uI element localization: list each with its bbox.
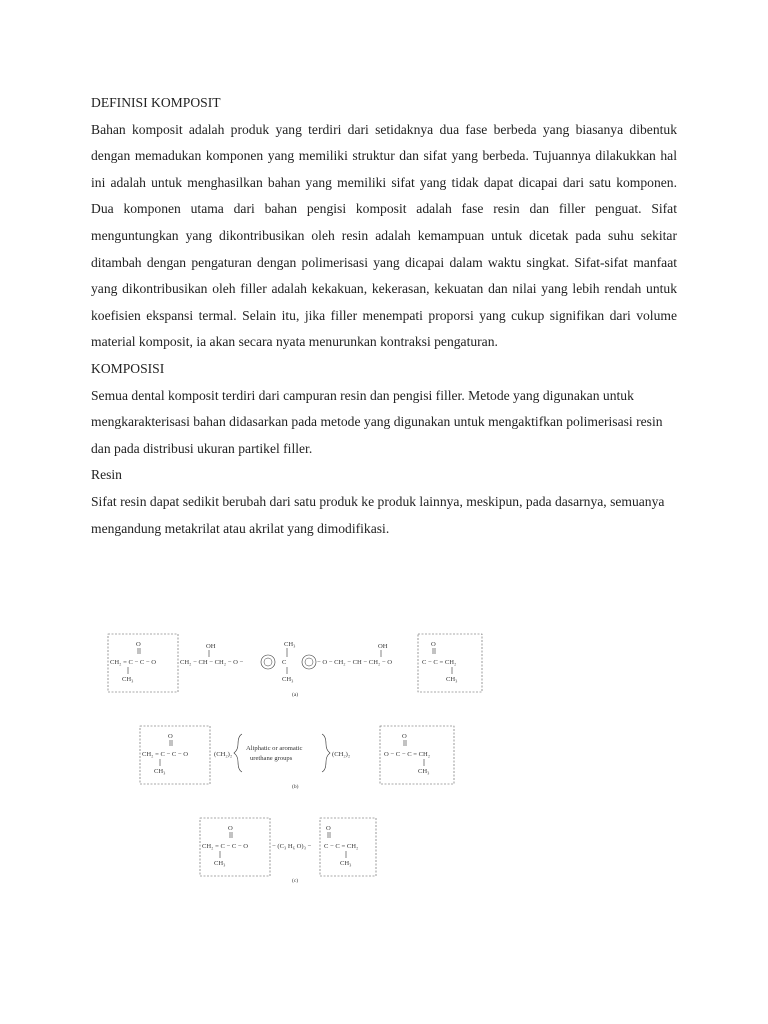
c-ch3-left: CH₃ — [214, 860, 226, 867]
b-middle-line2: urethane groups — [250, 755, 293, 762]
b-brace-right — [322, 734, 330, 772]
a-right-group: C − C = CH₂ — [422, 659, 457, 666]
c-o-top-right: O — [326, 825, 331, 832]
b-spacer-left: (CH₂)₂ — [214, 751, 233, 758]
document-text — [91, 90, 677, 542]
b-middle-line1: Aliphatic or aromatic — [246, 745, 303, 752]
b-right-group: O − C − C = CH₂ — [384, 751, 431, 758]
a-o-top-right: O — [431, 641, 436, 648]
a-o-top-left: O — [136, 641, 141, 648]
a-center-c: C — [282, 659, 287, 666]
c-middle: − (C₃ H₆ O)₃ − — [272, 843, 312, 850]
c-right-group: C − C = CH₂ — [324, 843, 359, 850]
c-o-top-left: O — [228, 825, 233, 832]
a-ch3-bottom: CH₃ — [282, 676, 294, 683]
a-oh-right: OH — [378, 643, 388, 650]
caption-b: (b) — [292, 784, 299, 790]
c-ch3-right: CH₃ — [340, 860, 352, 867]
caption-c: (c) — [292, 878, 299, 884]
a-benzene-right — [302, 655, 316, 669]
paragraph-resin: Sifat resin dapat sedikit berubah dari satu produk ke produk lainnya, meskipun, pada dasarnya, semuanya mengandung metakrilat atau akrilat yang dimodifikasi. — [91, 493, 665, 536]
a-benzene-left — [261, 655, 275, 669]
b-brace-left — [234, 734, 242, 772]
b-o-top-right: O — [402, 733, 407, 740]
b-spacer-right: (CH₂)₂ — [332, 751, 351, 758]
a-ch3-right: CH₃ — [446, 676, 458, 683]
b-ch3-left: CH₃ — [154, 768, 166, 775]
structure-a — [108, 634, 482, 698]
a-chain-left: CH₂ − CH − CH₂ − O − — [180, 659, 244, 666]
a-oh-left: OH — [206, 643, 216, 650]
c-left-group: CH₂ = C − C − O — [202, 843, 249, 850]
paragraph-definisi: Bahan komposit adalah produk yang terdiri dari setidaknya dua fase berbeda yang biasanya dibentuk dengan memadukan komponen yang memiliki struktur dan sifat yang berbeda. Tujuannya dilakukkan hal ini adalah untuk menghasilkan bahan yang memiliki sifat yang tidak dapat dicapai dari satu komponen. Dua komponen utama dari bahan pengisi komposit adalah fase resin dan filler penguat. Sifat menguntungkan yang dikontribusikan oleh resin adalah kemampuan untuk dicetak pada suhu sekitar ditambah dengan pengaturan dengan polimerisasi yang dicapai dalam waktu singkat. Sifat-sifat manfaat yang dikontribusikan oleh filler adalah kekakuan, kekerasan, kekuatan dan nilai yang lebih rendah untuk koefisien ekspansi termal. Selain itu, jika filler menempati proporsi yang cukup signifikan dari volume material komposit, ia akan secara nyata menurunkan kontraksi pengaturan. — [91, 121, 677, 350]
chemical-structures-figure — [96, 626, 496, 886]
structure-c — [200, 818, 376, 884]
heading-definisi-komposit: DEFINISI KOMPOSIT — [91, 95, 221, 110]
chemical-structures-svg — [96, 626, 496, 886]
caption-a: (a) — [292, 692, 299, 698]
a-ch3-top: CH₃ — [284, 641, 296, 648]
paragraph-komposisi: Semua dental komposit terdiri dari campuran resin dan pengisi filler. Metode yang digunakan untuk mengkarakterisasi bahan didasarkan pada metode yang digunakan untuk mengaktifkan polimerisasi resin dan pada distribusi ukuran partikel filler. — [91, 387, 663, 456]
b-ch3-right: CH₃ — [418, 768, 430, 775]
heading-komposisi: KOMPOSISI — [91, 360, 165, 376]
a-ch3-left: CH₃ — [122, 676, 134, 683]
structure-b — [140, 726, 454, 790]
a-chain-right: − O − CH₂ − CH − CH₂ − O — [317, 659, 393, 666]
heading-resin: Resin — [91, 467, 122, 483]
b-o-top-left: O — [168, 733, 173, 740]
b-left-group: CH₂ = C − C − O — [142, 751, 189, 758]
a-left-group: CH₂ = C − C − O — [110, 659, 157, 666]
